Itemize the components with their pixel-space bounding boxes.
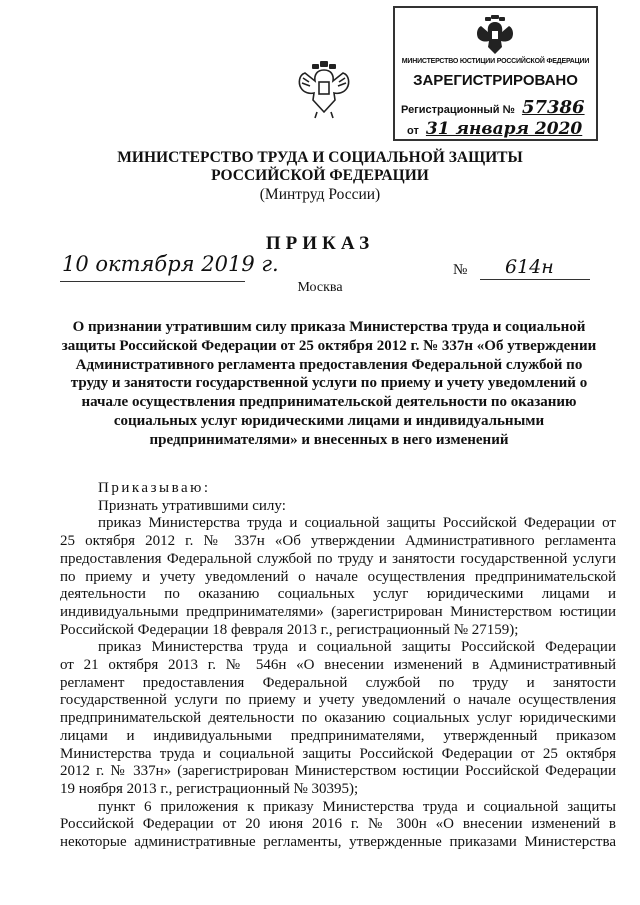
- body-line: Российской Федерации от 20 июня 2016 г. № 300н «О внесении изменений в: [60, 816, 616, 833]
- order-verb: Приказываю:: [98, 480, 211, 496]
- stamp-date-label: от: [407, 125, 419, 137]
- ministry-name-line2: РОССИЙСКОЙ ФЕДЕРАЦИИ: [211, 167, 429, 184]
- russian-coat-of-arms-icon: [295, 60, 353, 122]
- subject-line: начале осуществления предпринимательской деятельности по оказанию: [81, 394, 577, 411]
- body-line: 2012 г. № 337н» (зарегистрирован Министерством юстиции Российской Федерации: [60, 763, 616, 780]
- body-line: некоторые административные регламенты, утвержденные приказами Министерства: [60, 834, 616, 851]
- stamp-reg-label: Регистрационный №: [401, 104, 515, 116]
- number-sign: №: [453, 262, 468, 278]
- stamp-registration-line: [401, 97, 585, 118]
- subject-line: защиты Российской Федерации от 25 октября 2012 г. № 337н «Об утверждении: [61, 337, 597, 354]
- stamp-eagle-icon: [473, 14, 517, 56]
- subject-line: социальных услуг юридическими лицами и индивидуальными: [113, 412, 545, 429]
- body-line: лицами и индивидуальными предпринимателями, утвержденный приказом: [60, 727, 616, 744]
- body-line: регламент предоставления Федеральной службой по труду и занятости: [60, 674, 616, 691]
- ministry-name-line1: МИНИСТЕРСТВО ТРУДА И СОЦИАЛЬНОЙ ЗАЩИТЫ: [117, 149, 523, 166]
- body-line: государственной услуги по приему и учету уведомлений о начале осуществления: [60, 692, 616, 709]
- city: Москва: [297, 280, 343, 295]
- body-line: Российской Федерации 18 февраля 2013 г., регистрационный № 27159);: [60, 621, 519, 638]
- stamp-ministry-name: МИНИСТЕРСТВО ЮСТИЦИИ РОССИЙСКОЙ ФЕДЕРАЦИИ: [401, 58, 590, 65]
- stamp-date-value: 31 января 2020: [425, 119, 583, 139]
- subject-line: труду и занятости государственной услуги по приему и учету уведомлений о: [70, 375, 588, 392]
- subject-line: предпринимателями» и внесенных в него изменений: [149, 431, 509, 448]
- body-line: Министерства труда и социальной защиты Российской Федерации от 25 октября: [60, 745, 616, 762]
- subject-line: Административного регламента предоставления Федеральной службой по: [75, 356, 583, 373]
- registration-stamp: [393, 6, 598, 141]
- order-body: [60, 480, 616, 852]
- body-line: индивидуальными предпринимателями» (зарегистрирован Министерством юстиции: [60, 603, 616, 620]
- stamp-reg-number: 57386: [521, 97, 585, 118]
- stamp-date-line: [407, 119, 582, 139]
- handwritten-date: 10 октября 2019 г.: [62, 252, 279, 276]
- body-line: 19 ноября 2013 г., регистрационный № 30395);: [60, 780, 359, 797]
- body-line: деятельности по оказанию социальных услуг юридическими лицами и: [60, 586, 616, 603]
- ministry-short-name: (Минтруд России): [259, 186, 381, 203]
- body-line: по приему и учету уведомлений о начале осуществления предпринимательской: [60, 568, 616, 585]
- body-line: от 21 октября 2013 г. № 546н «О внесении изменений в Административный: [60, 657, 616, 674]
- body-line: предпринимательской деятельности по оказанию социальных услуг юридическими: [60, 710, 616, 727]
- document-title: ПРИКАЗ: [265, 233, 375, 254]
- body-line: пункт 6 приложения к приказу Министерства труда и социальной защиты: [98, 798, 616, 815]
- order-subject: [60, 318, 598, 450]
- body-line: предоставления Федеральной службой по труду и занятости государственной услуги: [60, 550, 616, 567]
- body-line: приказ Министерства труда и социальной защиты Российской Федерации: [98, 639, 616, 656]
- handwritten-order-number: 614н: [505, 256, 554, 278]
- subject-line: О признании утратившим силу приказа Министерства труда и социальной: [72, 319, 586, 335]
- body-line: приказ Министерства труда и социальной защиты Российской Федерации от: [98, 515, 616, 532]
- body-intro: Признать утратившими силу:: [98, 497, 286, 514]
- stamp-status: ЗАРЕГИСТРИРОВАНО: [413, 72, 578, 89]
- body-line: 25 октября 2012 г. № 337н «Об утверждении Административного регламента: [60, 533, 616, 550]
